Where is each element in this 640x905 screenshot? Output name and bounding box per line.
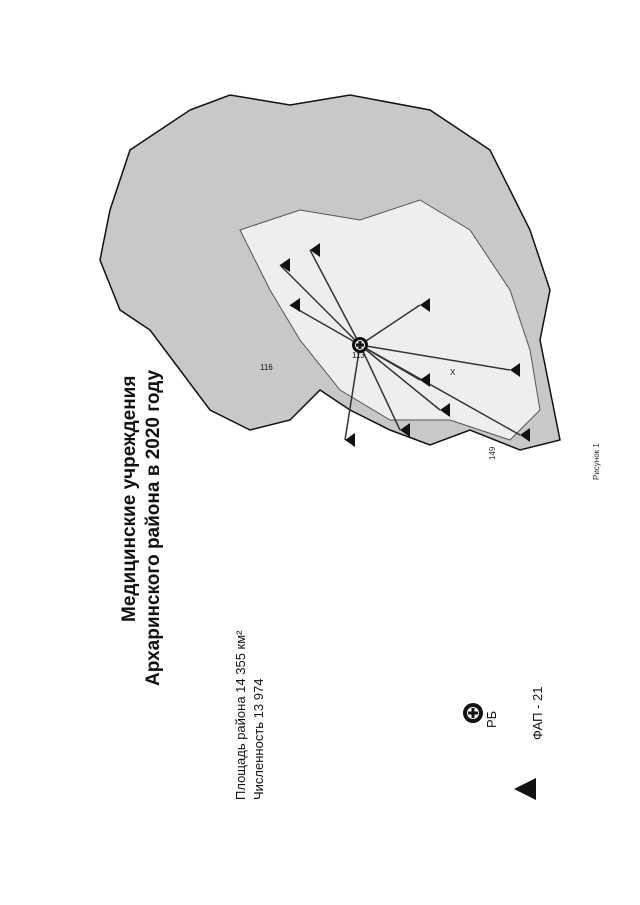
fap-legend-icon bbox=[512, 776, 538, 802]
district-map bbox=[90, 90, 590, 470]
figure-caption: Рисунок 1 bbox=[592, 443, 601, 480]
page-title-line2: Архаринского района в 2020 году bbox=[143, 369, 164, 686]
hospital-label: 113 bbox=[352, 351, 365, 360]
page-title-line1: Медицинские учреждения bbox=[119, 375, 140, 622]
rb-legend-label: РБ bbox=[484, 710, 499, 728]
marker-x: X bbox=[450, 368, 456, 377]
fap-legend-label: ФАП - 21 bbox=[530, 686, 545, 740]
page-number: 149 bbox=[488, 446, 497, 460]
marker-116: 116 bbox=[260, 363, 273, 372]
population-text: Численность 13 974 bbox=[251, 678, 266, 800]
area-text: Площадь района 14 355 км² bbox=[233, 630, 248, 800]
rb-legend-icon bbox=[462, 702, 484, 724]
